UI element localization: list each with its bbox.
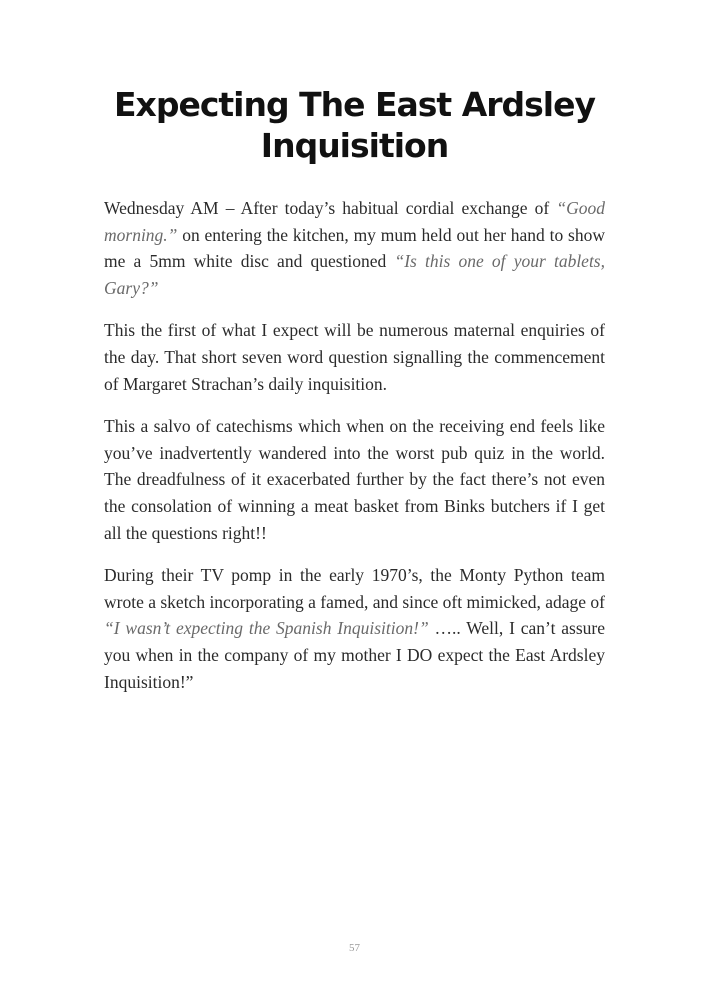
paragraph-2: This the first of what I expect will be numerous maternal enquiries of the day. That short seven word question signalling the commencement of Margaret Strachan’s daily inquisition. xyxy=(104,320,605,394)
paragraph-4 xyxy=(104,562,605,695)
chapter-title: Expecting The East Ardsley Inquisition xyxy=(114,85,595,165)
paragraph-1-quote-tablets: “Is this one of your tablets, Gary?” xyxy=(104,251,605,298)
paragraph-1-quote-good-morning: “Good morning.” xyxy=(104,198,605,245)
paragraph-4-text-b: ….. Well, I can’t assure you when in the company of my mother I DO expect the East Ardsley Inquisition!” xyxy=(104,618,605,692)
paragraph-4-text-a: During their TV pomp in the early 1970’s, the Monty Python team wrote a sketch incorporating a famed, and since oft mimicked, adage of xyxy=(104,565,605,612)
paragraph-1-text-b: on entering the kitchen, my mum held out her hand to show me a 5mm white disc and questioned xyxy=(104,224,605,272)
chapter-body xyxy=(104,195,605,711)
paragraph-1-text-a: Wednesday AM – After today’s habitual cordial exchange of xyxy=(104,198,557,218)
page-number: 57 xyxy=(349,942,360,954)
paragraph-4-quote-spanish-inquisition: “I wasn’t expecting the Spanish Inquisition!” xyxy=(104,618,429,639)
paragraph-1 xyxy=(104,195,605,301)
paragraph-3: This a salvo of catechisms which when on the receiving end feels like you’ve inadvertently wandered into the worst pub quiz in the world. The dreadfulness of it exacerbated further by the fact there’s not even the consolation of winning a meat basket from Binks butchers if I get all the questions right!! xyxy=(104,416,605,543)
